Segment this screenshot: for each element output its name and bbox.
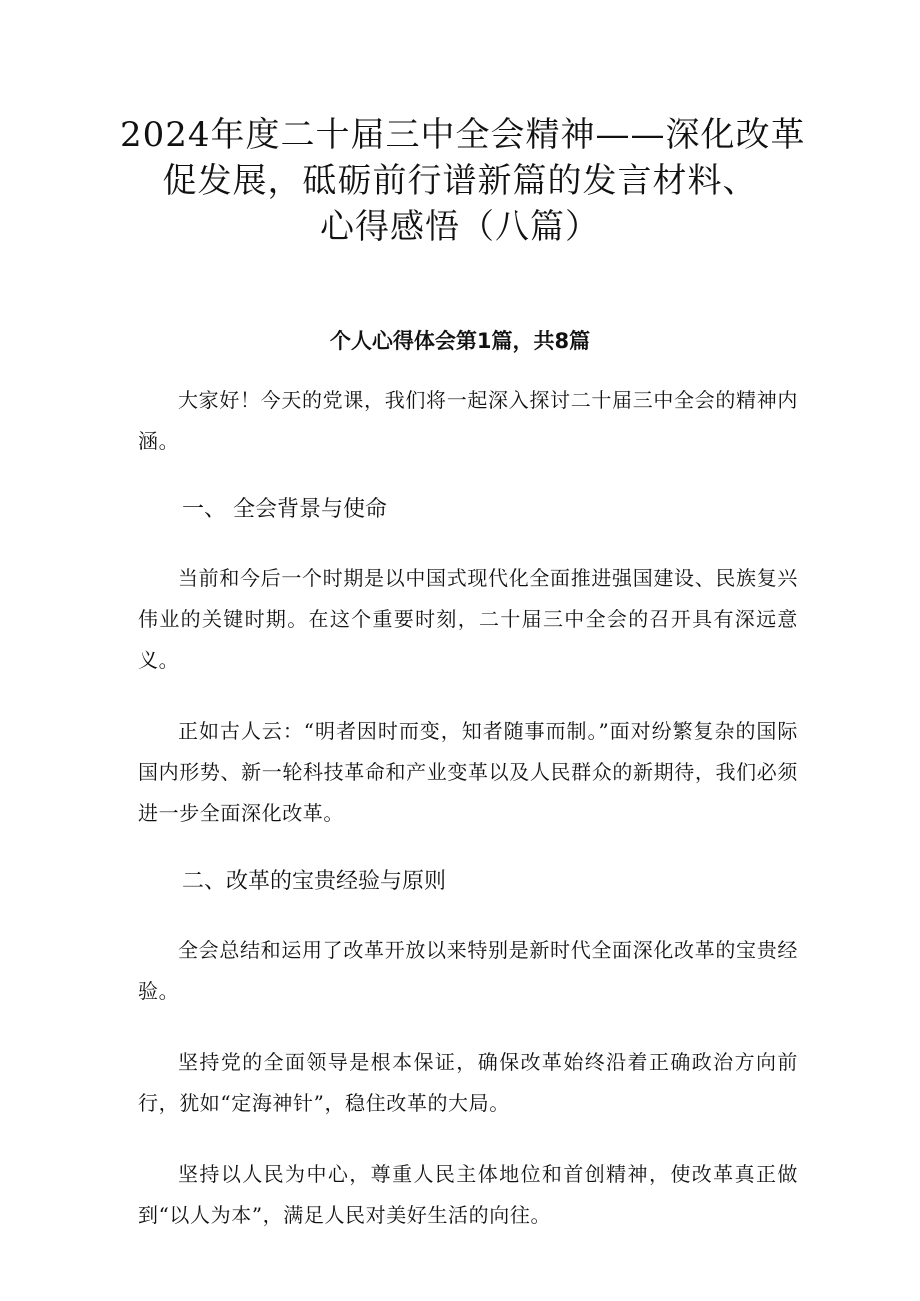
- title-line-1: 2024年度二十届三中全会精神——深化改革: [120, 115, 806, 155]
- title-line-2: 促发展，砥砺前行谱新篇的发言材料、: [162, 161, 758, 201]
- section-2-heading: 二、改革的宝贵经验与原则: [182, 869, 447, 894]
- intro-paragraph: 大家好！今天的党课，我们将一起深入探讨二十届三中全会的精神内涵。: [138, 388, 798, 453]
- section-1-paragraph-1: 当前和今后一个时期是以中国式现代化全面推进强国建设、民族复兴伟业的关键时期。在这个重要时刻，二十届三中全会的召开具有深远意义。: [138, 566, 798, 672]
- section-1-paragraph-2: 正如古人云：“明者因时而变，知者随事而制。”面对纷繁复杂的国际国内形势、新一轮科技革命和产业变革以及人民群众的新期待，我们必须进一步全面深化改革。: [138, 719, 798, 825]
- section-2-paragraph-3: 坚持以人民为中心，尊重人民主体地位和首创精神，使改革真正做到“以人为本”，满足人民对美好生活的向往。: [138, 1162, 798, 1227]
- section-2-paragraph-2: 坚持党的全面领导是根本保证，确保改革始终沿着正确政治方向前行，犹如“定海神针”，稳住改革的大局。: [138, 1050, 798, 1115]
- document-subtitle: 个人心得体会第1篇，共8篇: [329, 329, 591, 353]
- section-2-paragraph-1: 全会总结和运用了改革开放以来特别是新时代全面深化改革的宝贵经验。: [138, 938, 798, 1003]
- section-1-heading: 一、 全会背景与使命: [182, 497, 387, 522]
- title-line-3: 心得感悟（八篇）: [320, 207, 600, 247]
- document-title: [120, 112, 806, 250]
- document-body: [138, 380, 798, 1266]
